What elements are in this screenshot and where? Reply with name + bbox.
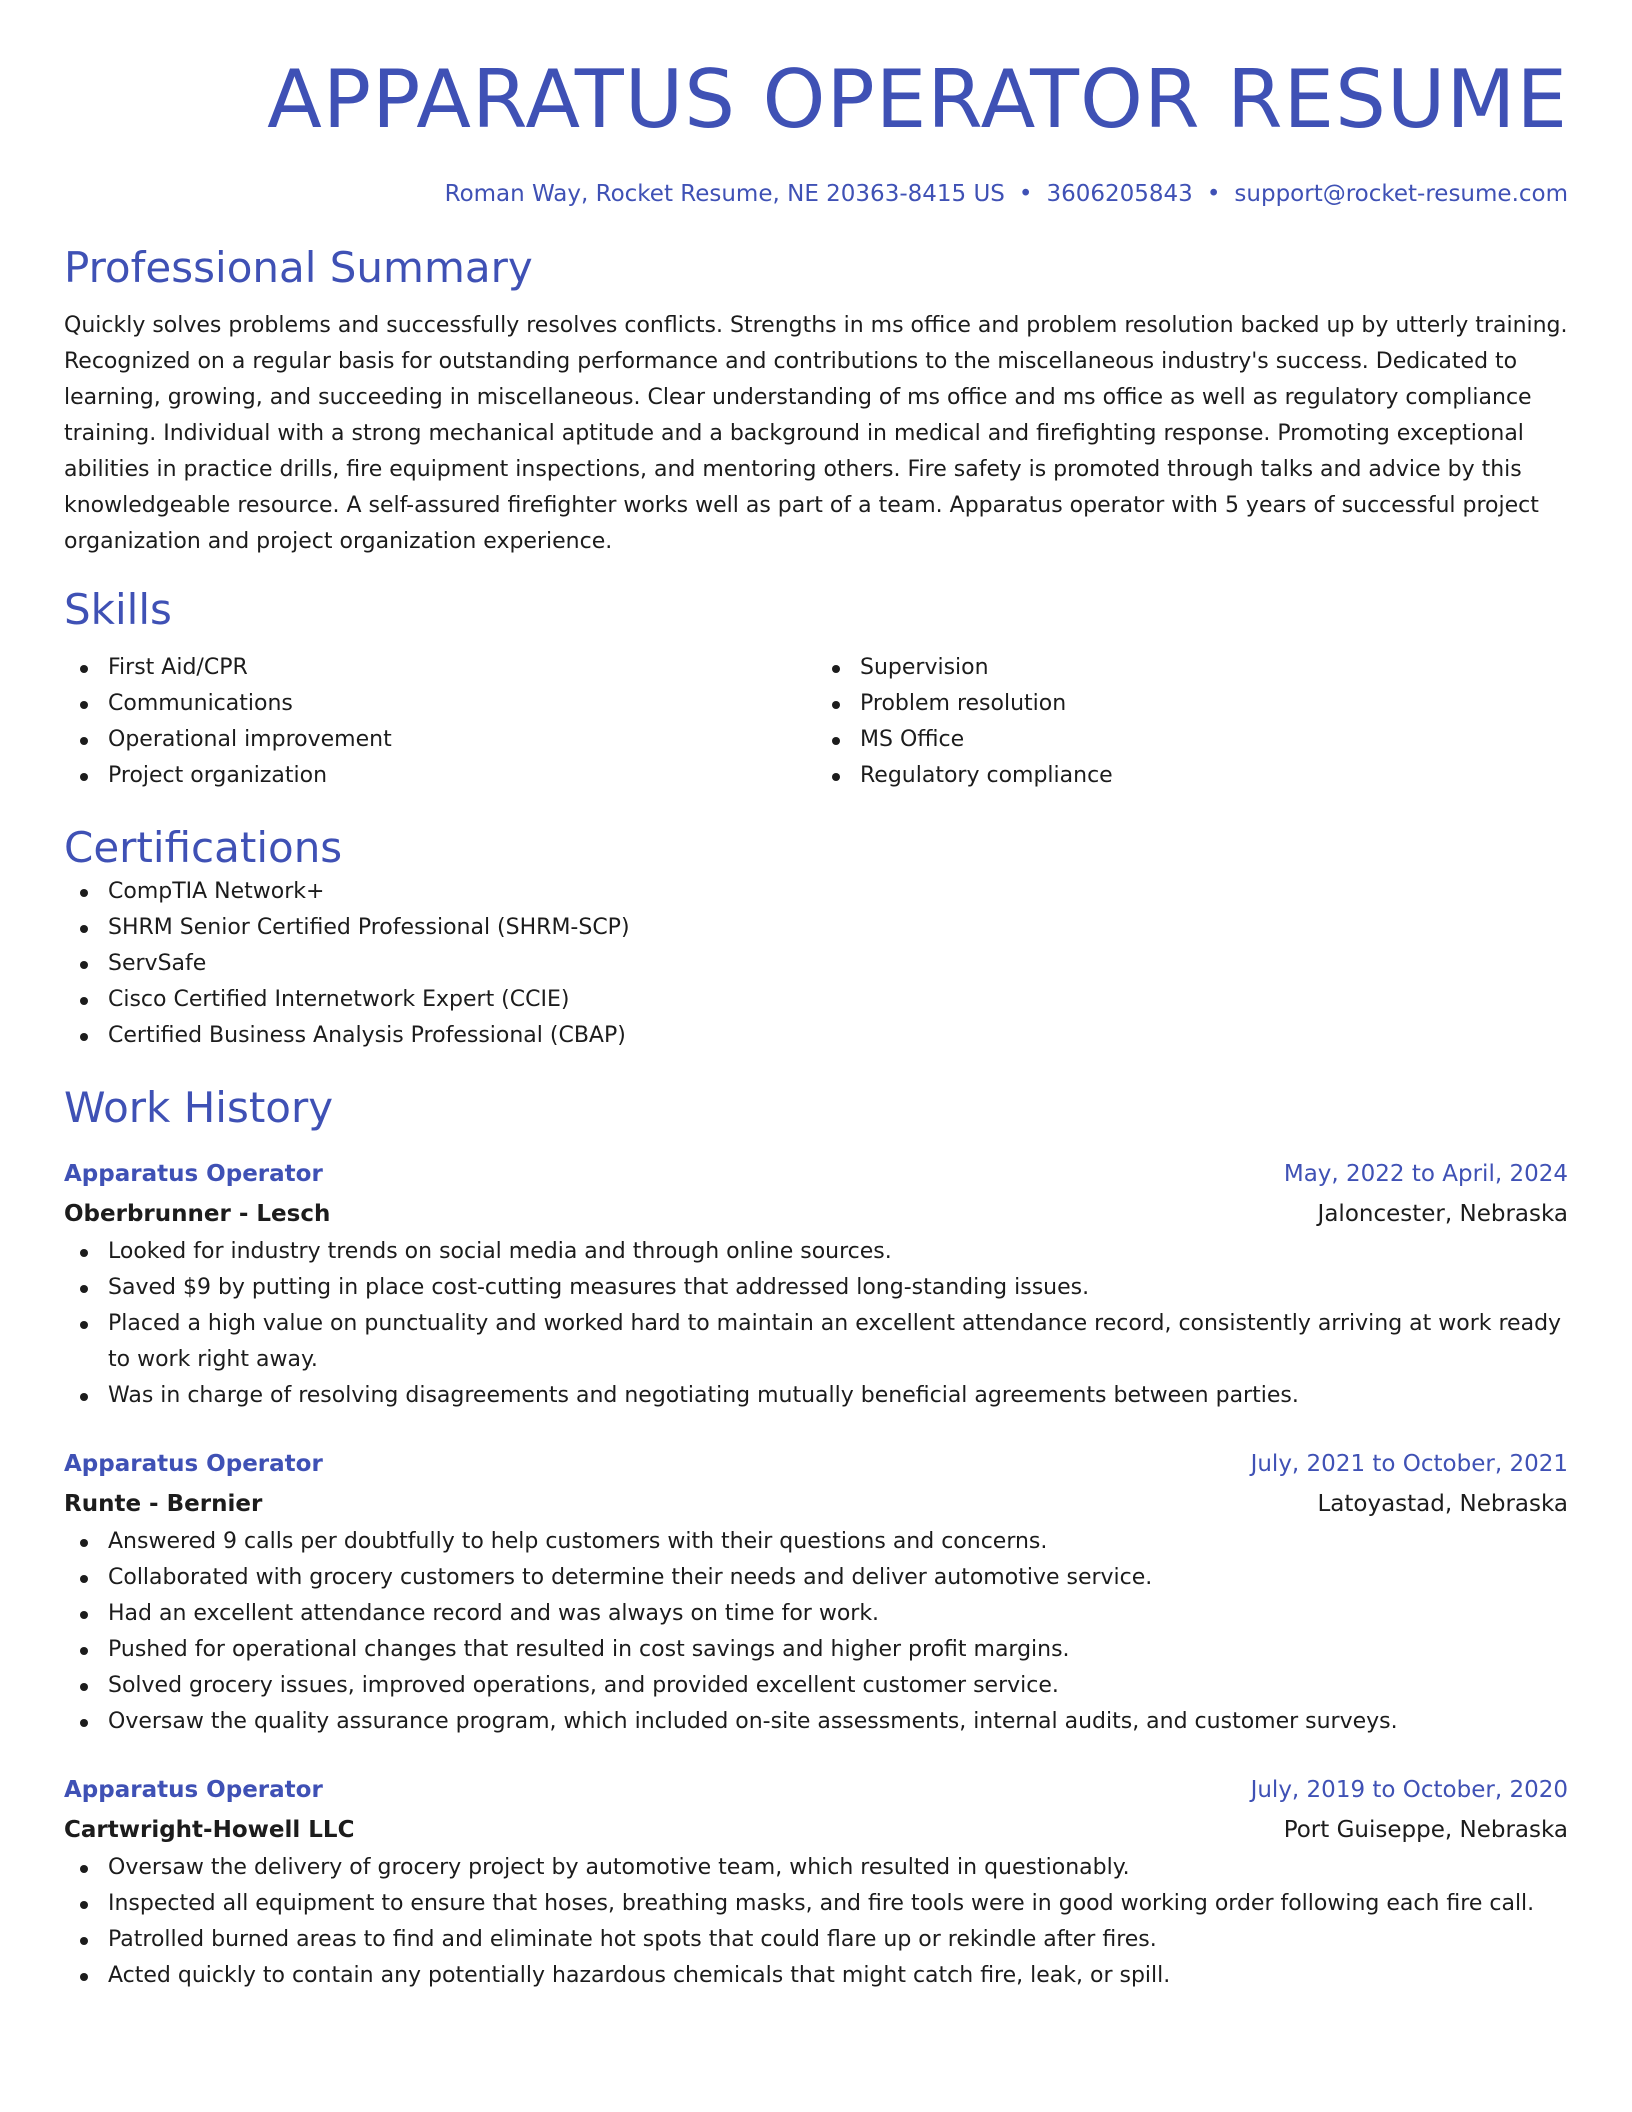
bullet-dot <box>80 1611 88 1619</box>
bullet-dot <box>80 1683 88 1691</box>
job-company: Cartwright-Howell LLC <box>64 1817 355 1843</box>
contact-separator: • <box>1206 181 1221 207</box>
skills-section <box>64 584 1568 794</box>
bullet-dot <box>80 1937 88 1945</box>
job-company-row <box>64 1484 1568 1524</box>
job-bullet-list <box>64 1850 1568 1994</box>
skill-label: Operational improvement <box>108 727 392 752</box>
bullet-dot <box>80 737 88 745</box>
section-heading-summary: Professional Summary <box>64 243 533 292</box>
job-company-row <box>64 1810 1568 1850</box>
resume-title: APPARATUS OPERATOR RESUME <box>267 53 1568 146</box>
job-bullet <box>64 1704 1568 1740</box>
job-bullet-text: Answered 9 calls per doubtfully to help customers with their questions and concerns. <box>108 1529 1048 1554</box>
skill-label: Supervision <box>860 655 989 680</box>
job-location: Jaloncester, Nebraska <box>1317 1201 1568 1227</box>
skills-grid <box>64 650 1568 794</box>
job-bullet-text: Looked for industry trends on social media and through online sources. <box>108 1239 892 1264</box>
certification-label: Certified Business Analysis Professional (CBAP) <box>108 1023 626 1048</box>
job-bullet-text: Was in charge of resolving disagreements and negotiating mutually beneficial agreements between parties. <box>108 1383 1299 1408</box>
contact-line <box>64 178 1568 210</box>
skill-item <box>64 758 816 794</box>
job-dates: May, 2022 to April, 2024 <box>1283 1161 1568 1187</box>
job-bullet <box>64 1958 1568 1994</box>
skill-item <box>816 722 1568 758</box>
skill-item <box>816 686 1568 722</box>
job-bullet <box>64 1850 1568 1886</box>
job-entry <box>64 1444 1568 1740</box>
job-bullet <box>64 1922 1568 1958</box>
job-location: Port Guiseppe, Nebraska <box>1283 1817 1568 1843</box>
bullet-dot <box>80 889 88 897</box>
job-bullet-text: Placed a high value on punctuality and worked hard to maintain an excellent attendance record, consistently arriving at work ready to work right away. <box>108 1311 1562 1372</box>
job-dates: July, 2021 to October, 2021 <box>1250 1451 1568 1477</box>
job-bullet-text: Oversaw the delivery of grocery project by automotive team, which resulted in questionably. <box>108 1855 1130 1880</box>
job-bullet <box>64 1560 1568 1596</box>
job-bullet-list <box>64 1524 1568 1740</box>
job-company: Oberbrunner - Lesch <box>64 1201 331 1227</box>
job-company: Runte - Bernier <box>64 1491 263 1517</box>
job-bullet-text: Saved $9 by putting in place cost-cutting measures that addressed long-standing issues. <box>108 1275 1090 1300</box>
job-title: Apparatus Operator <box>64 1161 323 1187</box>
bullet-dot <box>80 1865 88 1873</box>
section-heading-work: Work History <box>64 1083 334 1132</box>
job-bullet <box>64 1668 1568 1704</box>
skill-label: MS Office <box>860 727 965 752</box>
certification-item <box>64 946 1568 982</box>
contact-address: Roman Way, Rocket Resume, NE 20363-8415 US <box>444 181 1005 207</box>
certification-label: CompTIA Network+ <box>108 879 325 904</box>
skill-item <box>64 722 816 758</box>
skill-item <box>64 686 816 722</box>
job-bullet-text: Oversaw the quality assurance program, which included on-site assessments, internal audits, and customer surveys. <box>108 1709 1398 1734</box>
job-bullet <box>64 1306 1568 1378</box>
bullet-dot <box>832 665 840 673</box>
bullet-dot <box>832 701 840 709</box>
certification-item <box>64 910 1568 946</box>
job-header-row <box>64 1770 1568 1810</box>
bullet-dot <box>80 1539 88 1547</box>
contact-email: support@rocket-resume.com <box>1234 181 1568 207</box>
bullet-dot <box>80 1249 88 1257</box>
section-heading-certifications: Certifications <box>64 823 343 872</box>
job-bullet-text: Inspected all equipment to ensure that hoses, breathing masks, and fire tools were in good working order following each fire call. <box>108 1891 1535 1916</box>
bullet-dot <box>80 1393 88 1401</box>
bullet-dot <box>80 961 88 969</box>
skills-list-left <box>64 650 816 794</box>
job-title: Apparatus Operator <box>64 1777 323 1803</box>
job-bullet <box>64 1270 1568 1306</box>
bullet-dot <box>80 1901 88 1909</box>
certifications-section <box>64 822 1568 1054</box>
section-heading-skills: Skills <box>64 585 172 634</box>
summary-text: Quickly solves problems and successfully resolves conflicts. Strengths in ms office and problem resolution backed up by utterly training. Recognized on a regular basis for outstanding performance and contributions to the miscellaneous industry's success. Dedicated to learning, growing, and succeeding in miscellaneous. Clear understanding of ms office and ms office as well as regulatory compliance training. Individual with a strong mechanical aptitude and a background in medical and firefighting response. Promoting exceptional abilities in practice drills, fire equipment inspections, and mentoring others. Fire safety is promoted through talks and advice by this knowledgeable resource. A self-assured firefighter works well as part of a team. Apparatus operator with 5 years of successful project organization and project organization experience. <box>64 313 1568 554</box>
job-bullet <box>64 1234 1568 1270</box>
job-title: Apparatus Operator <box>64 1451 323 1477</box>
job-bullet-text: Solved grocery issues, improved operations, and provided excellent customer service. <box>108 1673 1059 1698</box>
skill-item <box>816 650 1568 686</box>
job-bullet-text: Patrolled burned areas to find and eliminate hot spots that could flare up or rekindle after fires. <box>108 1927 1157 1952</box>
certification-item <box>64 982 1568 1018</box>
job-bullet-text: Pushed for operational changes that resulted in cost savings and higher profit margins. <box>108 1637 1070 1662</box>
job-header-row <box>64 1444 1568 1484</box>
job-dates: July, 2019 to October, 2020 <box>1250 1777 1568 1803</box>
skill-label: Project organization <box>108 763 328 788</box>
bullet-dot <box>80 773 88 781</box>
certification-label: ServSafe <box>108 951 207 976</box>
job-entry <box>64 1770 1568 1994</box>
skills-list-right <box>816 650 1568 794</box>
certification-label: Cisco Certified Internetwork Expert (CCIE) <box>108 987 570 1012</box>
skill-label: Regulatory compliance <box>860 763 1113 788</box>
certification-item <box>64 1018 1568 1054</box>
skill-item <box>816 758 1568 794</box>
skill-label: Problem resolution <box>860 691 1067 716</box>
skill-item <box>64 650 816 686</box>
bullet-dot <box>80 665 88 673</box>
job-bullet <box>64 1886 1568 1922</box>
bullet-dot <box>832 773 840 781</box>
job-bullet-text: Had an excellent attendance record and was always on time for work. <box>108 1601 880 1626</box>
job-bullet-text: Collaborated with grocery customers to determine their needs and deliver automotive service. <box>108 1565 1153 1590</box>
bullet-dot <box>80 701 88 709</box>
professional-summary-section <box>64 242 1568 560</box>
bullet-dot <box>80 1285 88 1293</box>
work-history-section <box>64 1082 1568 1994</box>
job-bullet-list <box>64 1234 1568 1414</box>
skill-label: First Aid/CPR <box>108 655 248 680</box>
contact-phone: 3606205843 <box>1046 181 1193 207</box>
bullet-dot <box>80 1321 88 1329</box>
job-company-row <box>64 1194 1568 1234</box>
skill-label: Communications <box>108 691 293 716</box>
bullet-dot <box>832 737 840 745</box>
certifications-list <box>64 874 1568 1054</box>
bullet-dot <box>80 1973 88 1981</box>
bullet-dot <box>80 1033 88 1041</box>
bullet-dot <box>80 925 88 933</box>
bullet-dot <box>80 1719 88 1727</box>
job-entry <box>64 1154 1568 1414</box>
job-bullet <box>64 1596 1568 1632</box>
job-header-row <box>64 1154 1568 1194</box>
job-bullet <box>64 1632 1568 1668</box>
bullet-dot <box>80 997 88 1005</box>
certification-label: SHRM Senior Certified Professional (SHRM-SCP) <box>108 915 630 940</box>
bullet-dot <box>80 1647 88 1655</box>
bullet-dot <box>80 1575 88 1583</box>
certification-item <box>64 874 1568 910</box>
job-location: Latoyastad, Nebraska <box>1317 1491 1568 1517</box>
contact-separator: • <box>1018 181 1033 207</box>
job-bullet <box>64 1524 1568 1560</box>
job-bullet <box>64 1378 1568 1414</box>
job-bullet-text: Acted quickly to contain any potentially hazardous chemicals that might catch fire, leak, or spill. <box>108 1963 1171 1988</box>
